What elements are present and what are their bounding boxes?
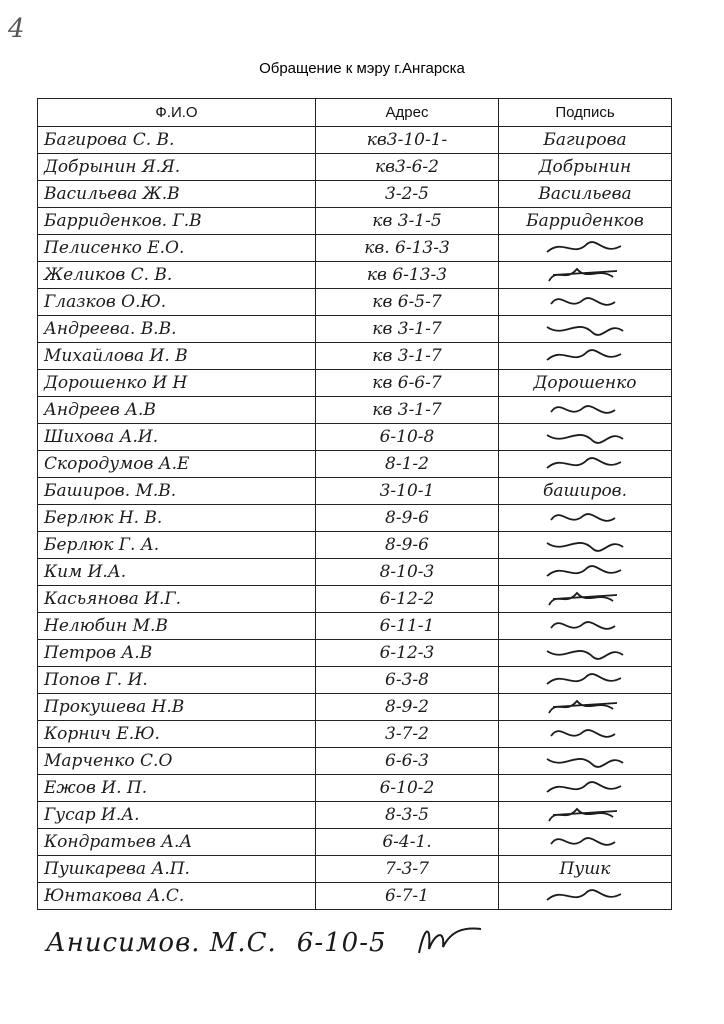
signature-scribble [543, 614, 627, 638]
signer-address: 3-2-5 [316, 181, 499, 208]
table-row [38, 667, 672, 694]
table-row [38, 640, 672, 667]
signer-name: Прокушева Н.В [38, 694, 316, 721]
signer-address: кв 3-1-7 [316, 397, 499, 424]
table-row [38, 721, 672, 748]
signer-name: Берлюк Н. В. [38, 505, 316, 532]
signature-scribble [543, 776, 627, 800]
signer-signature [499, 532, 672, 559]
page-number: 4 [8, 14, 25, 44]
signature-scribble [543, 695, 627, 719]
signer-address: кв 3-1-5 [316, 208, 499, 235]
signer-signature [499, 316, 672, 343]
table-row [38, 748, 672, 775]
table-row [38, 802, 672, 829]
signer-address: 6-3-8 [316, 667, 499, 694]
signer-name: Желиков С. В. [38, 262, 316, 289]
signer-signature [499, 235, 672, 262]
signer-name: Нелюбин М.В [38, 613, 316, 640]
signer-signature [499, 397, 672, 424]
signer-signature [499, 613, 672, 640]
table-row [38, 343, 672, 370]
signer-signature [499, 343, 672, 370]
signature-scribble [543, 722, 627, 746]
signer-address: 6-6-3 [316, 748, 499, 775]
signature-scribble [543, 290, 627, 314]
table-row [38, 397, 672, 424]
table-row [38, 883, 672, 910]
signer-name: Ким И.А. [38, 559, 316, 586]
signer-name: Багирова С. В. [38, 127, 316, 154]
table-row [38, 451, 672, 478]
table-row [38, 235, 672, 262]
signer-signature [499, 640, 672, 667]
signature-scribble [543, 641, 627, 665]
signature-table [37, 98, 672, 910]
signer-name: Андреев А.В [38, 397, 316, 424]
handwritten-extra-entry [46, 922, 485, 964]
signer-signature: Багирова [499, 127, 672, 154]
table-row [38, 613, 672, 640]
extra-entry-signature [415, 919, 485, 968]
signer-signature [499, 505, 672, 532]
signer-name: Гусар И.А. [38, 802, 316, 829]
signer-signature [499, 802, 672, 829]
signer-address: 6-10-2 [316, 775, 499, 802]
signer-name: Корнич Е.Ю. [38, 721, 316, 748]
table-row [38, 316, 672, 343]
signer-address: 6-12-2 [316, 586, 499, 613]
signature-scribble [543, 398, 627, 422]
signer-name: Марченко С.О [38, 748, 316, 775]
signer-signature [499, 424, 672, 451]
signer-name: Шихова А.И. [38, 424, 316, 451]
signer-signature: Васильева [499, 181, 672, 208]
table-row [38, 289, 672, 316]
signature-scribble [543, 803, 627, 827]
signature-scribble [543, 506, 627, 530]
signature-scribble [543, 533, 627, 557]
table-row [38, 775, 672, 802]
signer-signature [499, 829, 672, 856]
signer-name: Добрынин Я.Я. [38, 154, 316, 181]
signer-name: Андреева. В.В. [38, 316, 316, 343]
document-title: Обращение к мэру г.Ангарска [259, 60, 465, 77]
signer-signature [499, 586, 672, 613]
table-row [38, 829, 672, 856]
signature-scribble [543, 884, 627, 908]
signer-signature [499, 559, 672, 586]
signer-signature [499, 289, 672, 316]
signer-address: кв 6-13-3 [316, 262, 499, 289]
signature-scribble [543, 317, 627, 341]
signer-name: Васильева Ж.В [38, 181, 316, 208]
table-row [38, 262, 672, 289]
signature-scribble [543, 749, 627, 773]
signer-name: Петров А.В [38, 640, 316, 667]
signer-name: Попов Г. И. [38, 667, 316, 694]
signer-name: Кондратьев А.А [38, 829, 316, 856]
signer-name: Дорошенко И Н [38, 370, 316, 397]
signer-address: 8-3-5 [316, 802, 499, 829]
signer-name: Михайлова И. В [38, 343, 316, 370]
signer-address: кв3-10-1- [316, 127, 499, 154]
signer-name: Барриденков. Г.В [38, 208, 316, 235]
signature-scribble [543, 830, 627, 854]
signer-name: Касьянова И.Г. [38, 586, 316, 613]
signer-signature [499, 775, 672, 802]
signer-name: Юнтакова А.С. [38, 883, 316, 910]
signer-signature [499, 883, 672, 910]
table-row [38, 424, 672, 451]
signer-address: кв3-6-2 [316, 154, 499, 181]
signer-signature: Барриденков [499, 208, 672, 235]
table-row [38, 181, 672, 208]
signer-address: 3-10-1 [316, 478, 499, 505]
signer-signature: Пушк [499, 856, 672, 883]
signature-scribble [543, 425, 627, 449]
signer-address: 6-7-1 [316, 883, 499, 910]
signer-address: 6-10-8 [316, 424, 499, 451]
signer-name: Ежов И. П. [38, 775, 316, 802]
signer-name: Пушкарева А.П. [38, 856, 316, 883]
signer-name: Баширов. М.В. [38, 478, 316, 505]
signer-address: 8-9-2 [316, 694, 499, 721]
signature-scribble [543, 236, 627, 260]
column-header-address: Адрес [316, 99, 499, 127]
signer-address: 6-11-1 [316, 613, 499, 640]
signer-address: 6-12-3 [316, 640, 499, 667]
table-row [38, 154, 672, 181]
extra-entry-address: 6-10-5 [296, 928, 387, 958]
signer-signature [499, 451, 672, 478]
signer-signature [499, 262, 672, 289]
signer-address: 8-9-6 [316, 505, 499, 532]
signer-address: 6-4-1. [316, 829, 499, 856]
signer-address: 3-7-2 [316, 721, 499, 748]
signature-scribble [543, 263, 627, 287]
table-row [38, 586, 672, 613]
signer-address: 8-10-3 [316, 559, 499, 586]
table-row [38, 208, 672, 235]
signer-name: Пелисенко Е.О. [38, 235, 316, 262]
signer-signature: Дорошенко [499, 370, 672, 397]
signer-address: 8-9-6 [316, 532, 499, 559]
signer-address: кв 3-1-7 [316, 316, 499, 343]
table-row [38, 505, 672, 532]
signer-address: кв. 6-13-3 [316, 235, 499, 262]
signature-scribble [543, 452, 627, 476]
table-row [38, 478, 672, 505]
signature-scribble [543, 560, 627, 584]
signer-signature: баширов. [499, 478, 672, 505]
signer-address: 8-1-2 [316, 451, 499, 478]
table-header-row [38, 99, 672, 127]
column-header-name: Ф.И.О [38, 99, 316, 127]
signer-signature [499, 667, 672, 694]
signature-scribble [543, 587, 627, 611]
signer-signature [499, 694, 672, 721]
table-row [38, 856, 672, 883]
table-row [38, 370, 672, 397]
column-header-signature: Подпись [499, 99, 672, 127]
extra-entry-name: Анисимов. М.С. [46, 928, 277, 958]
signer-name: Глазков О.Ю. [38, 289, 316, 316]
signer-address: кв 6-6-7 [316, 370, 499, 397]
table-row [38, 127, 672, 154]
signature-scribble [543, 668, 627, 692]
signature-scribble [543, 344, 627, 368]
signer-name: Скородумов А.Е [38, 451, 316, 478]
table-row [38, 694, 672, 721]
signer-address: кв 3-1-7 [316, 343, 499, 370]
signer-address: 7-3-7 [316, 856, 499, 883]
table-row [38, 532, 672, 559]
signer-address: кв 6-5-7 [316, 289, 499, 316]
signer-signature: Добрынин [499, 154, 672, 181]
signer-name: Берлюк Г. А. [38, 532, 316, 559]
table-row [38, 559, 672, 586]
signer-signature [499, 721, 672, 748]
signer-signature [499, 748, 672, 775]
